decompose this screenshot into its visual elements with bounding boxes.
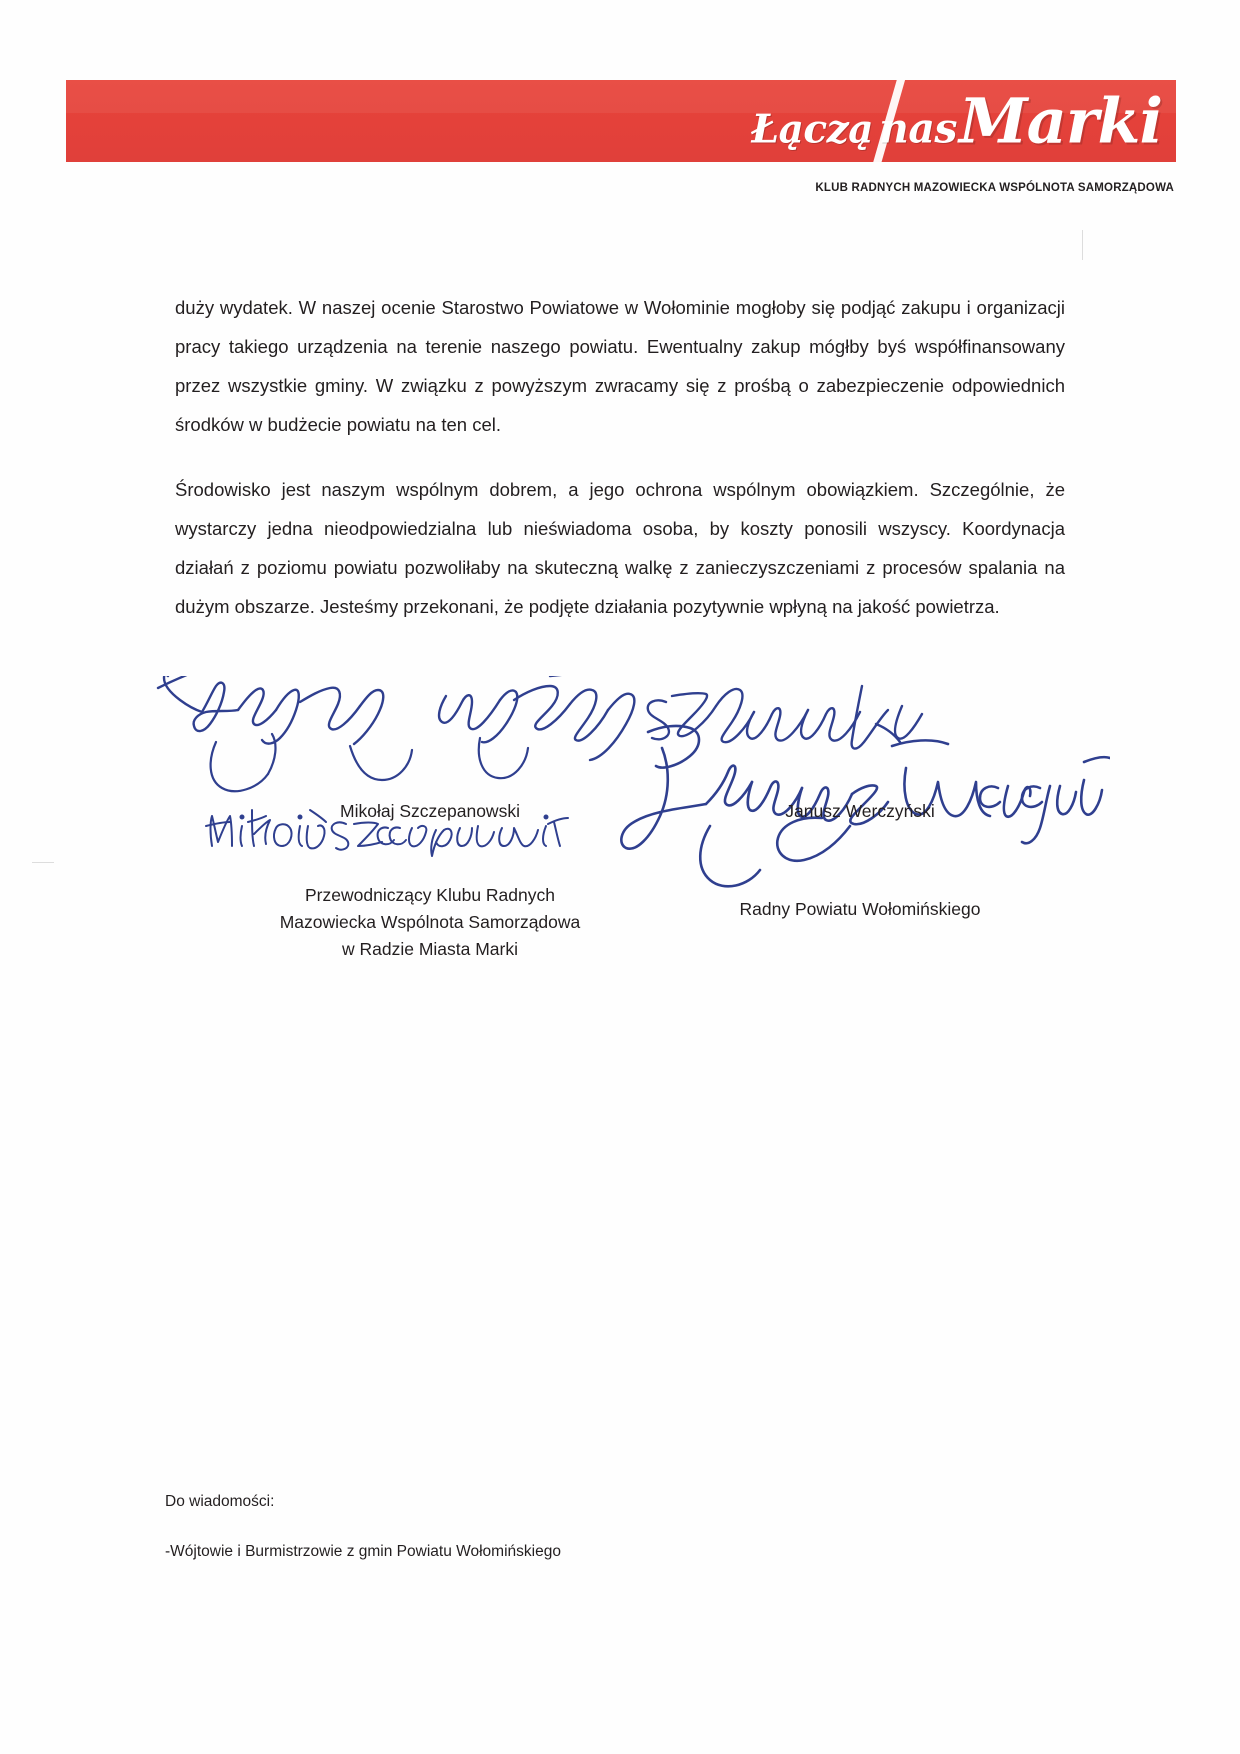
signature-left-name: Mikołaj Szczepanowski [340, 801, 520, 821]
logo-word-nas: nas [879, 104, 958, 153]
footer-cc-block [165, 1490, 865, 1564]
cc-label: Do wiadomości: [165, 1493, 275, 1510]
signature-right-role-line1: Radny Powiatu Wołomińskiego [739, 899, 981, 919]
signature-left-role-line1: Przewodniczący Klubu Radnych [305, 885, 555, 905]
signature-right-name: Janusz Werczyński [785, 801, 935, 821]
signature-left-role-line3: w Radzie Miasta Marki [341, 939, 519, 959]
logo-word-marki: Marki [959, 84, 1162, 158]
signature-right [670, 798, 1050, 923]
logo-word-laczq: Łączą [751, 106, 874, 153]
signature-left-role [260, 882, 600, 963]
paragraph-1: duży wydatek. W naszej ocenie Starostwo Powiatowe w Wołominie mogłoby się podjąć zakupu i organizacji pracy takiego urządzenia na terenie naszego powiatu. Ewentualny zakup mógłby byś współfinansowany przez wszystkie gminy. W związku z powyższym zwracamy się z prośbą o zabezpieczenie odpowiednich środków w budżecie powiatu na ten cel. [175, 297, 1065, 435]
signature-right-role [670, 896, 1050, 923]
brand-logo [751, 85, 1162, 158]
header-subtitle: KLUB RADNYCH MAZOWIECKA WSPÓLNOTA SAMORZĄDOWA [815, 182, 1174, 194]
header-band [66, 80, 1176, 162]
signature-names [150, 676, 1110, 959]
signature-left [260, 798, 600, 963]
scan-artifact-left [32, 862, 54, 863]
scan-artifact-right [1082, 230, 1083, 260]
paragraph-2: Środowisko jest naszym wspólnym dobrem, a jego ochrona wspólnym obowiązkiem. Szczególnie, że wystarczy jedna nieodpowiedzialna lub nieświadoma osoba, by koszty ponosili wszyscy. Koordynacja działań z poziomu powiatu pozwoliłaby na skuteczną walkę z zanieczyszczeniami z procesów spalania na dużym obszarze. Jesteśmy przekonani, że podjęte działania pozytywnie wpłyną na jakość powietrza. [175, 479, 1065, 617]
signature-left-role-line2: Mazowiecka Wspólnota Samorządowa [279, 912, 581, 932]
cc-recipients: -Wójtowie i Burmistrzowie z gmin Powiatu Wołomińskiego [165, 1543, 561, 1560]
signature-area [150, 676, 1110, 959]
letter-body [175, 288, 1065, 626]
